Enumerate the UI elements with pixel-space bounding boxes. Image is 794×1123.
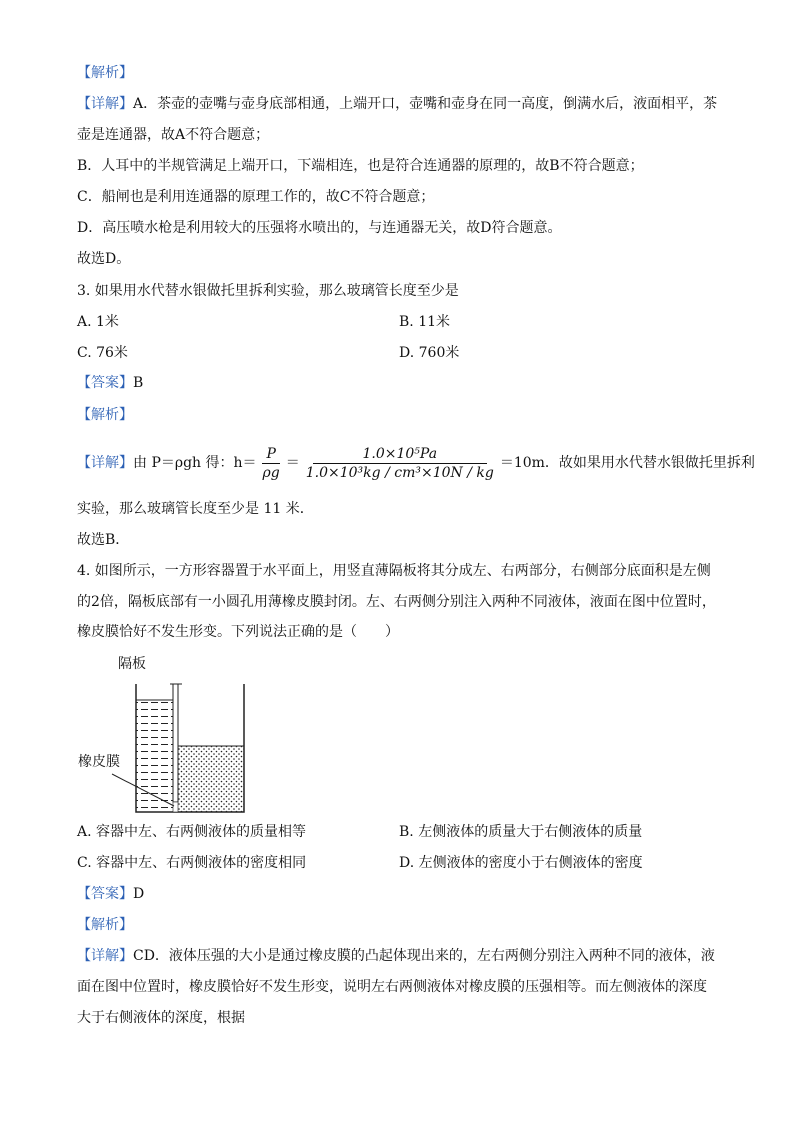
figure-label-membrane: 橡皮膜	[78, 754, 120, 770]
q2-detail-label: 【详解】	[77, 96, 133, 112]
q3-answer: B	[133, 375, 144, 391]
rubber-membrane	[173, 802, 178, 812]
q4-answer: D	[133, 886, 145, 902]
q2-detail-text: A．茶壶的壶嘴与壶身底部相通，上端开口，壶嘴和壶身在同一高度，倒满水后，液面相平，茶	[133, 96, 718, 112]
q2-analysis-label: 【解析】	[77, 65, 133, 81]
q2-choose: 故选D。	[77, 251, 131, 267]
q3-analysis-label: 【解析】	[77, 407, 133, 423]
q4-detail-label: 【详解】	[77, 948, 133, 964]
q2-detail-line2: B．人耳中的半规管满足上端开口，下端相连，也是符合连通器的原理的，故B不符合题意；	[77, 158, 644, 174]
q3-frac2-denominator: 1.0×10³kg / cm³×10N / kg	[305, 464, 494, 481]
left-liquid	[136, 700, 173, 812]
q3-option-a: A. 1米	[77, 314, 119, 330]
q4-answer-label: 【答案】	[77, 886, 133, 902]
q3-detail-label: 【详解】	[77, 455, 133, 471]
q3-frac1-numerator: P	[262, 445, 279, 464]
q3-detail-cont: 实验，那么玻璃管长度至少是 11 米．	[77, 501, 314, 517]
partition-board	[173, 684, 178, 802]
q4-analysis-label: 【解析】	[77, 917, 133, 933]
q4-line3: 橡皮膜恰好不发生形变。下列说法正确的是（ ）	[77, 624, 399, 640]
q3-fraction-values	[302, 445, 498, 482]
q4-detail-line3: 大于右侧液体的深度，根据	[77, 1010, 245, 1026]
q4-line2: 的2倍，隔板底部有一小圆孔用薄橡皮膜封闭。左、右两侧分别注入两种不同液体，液面在图中位置时，	[77, 594, 716, 610]
q4-answer-line	[77, 884, 144, 904]
q2-detail-line1b: 壶是连通器，故A不符合题意；	[77, 127, 270, 143]
q3-question: 3. 如果用水代替水银做托里拆利实验，那么玻璃管长度至少是	[77, 283, 459, 299]
q4-option-c: C. 容器中左、右两侧液体的密度相同	[77, 855, 307, 871]
q4-line1: 4. 如图所示，一方形容器置于水平面上，用竖直薄隔板将其分成左、右两部分，右侧部分底面积是左侧	[77, 563, 711, 579]
q4-option-a: A. 容器中左、右两侧液体的质量相等	[77, 824, 307, 840]
q3-option-d: D. 760米	[399, 345, 460, 361]
right-liquid	[178, 746, 244, 812]
q2-detail-line1	[77, 94, 717, 114]
q4-option-d: D. 左侧液体的密度小于右侧液体的密度	[399, 855, 643, 871]
q3-fraction-p-over-rhog	[259, 445, 284, 482]
q3-option-b: B. 11米	[399, 314, 451, 330]
q3-answer-label: 【答案】	[77, 375, 133, 391]
q3-detail-pre: 由 P＝ρgh 得：h＝	[133, 455, 257, 471]
q3-frac2-numerator: 1.0×10⁵Pa	[313, 445, 488, 464]
q4-option-b: B. 左侧液体的质量大于右侧液体的质量	[399, 824, 643, 840]
q4-detail-line2: 面在图中位置时，橡皮膜恰好不发生形变，说明左右两侧液体对橡皮膜的压强相等。而左侧液体的深度	[77, 979, 707, 995]
q3-detail-post: ＝10m．故如果用水代替水银做托里拆利	[499, 455, 755, 471]
q3-equals: ＝	[285, 455, 300, 471]
q2-detail-line4: D．高压喷水枪是利用较大的压强将水喷出的，与连通器无关，故D符合题意。	[77, 220, 562, 236]
q3-frac1-denominator: ρg	[262, 464, 280, 481]
container-figure	[70, 650, 260, 818]
q2-detail-line3: C．船闸也是利用连通器的原理工作的，故C不符合题意；	[77, 189, 435, 205]
q4-detail-text1: CD．液体压强的大小是通过橡皮膜的凸起体现出来的，左右两侧分别注入两种不同的液体，液	[133, 948, 715, 964]
q3-answer-line	[77, 373, 143, 393]
figure-label-partition: 隔板	[118, 656, 146, 672]
q4-detail-line1	[77, 946, 715, 966]
q3-option-c: C. 76米	[77, 345, 128, 361]
q3-formula-line	[77, 444, 755, 482]
q3-choose: 故选B．	[77, 532, 130, 548]
